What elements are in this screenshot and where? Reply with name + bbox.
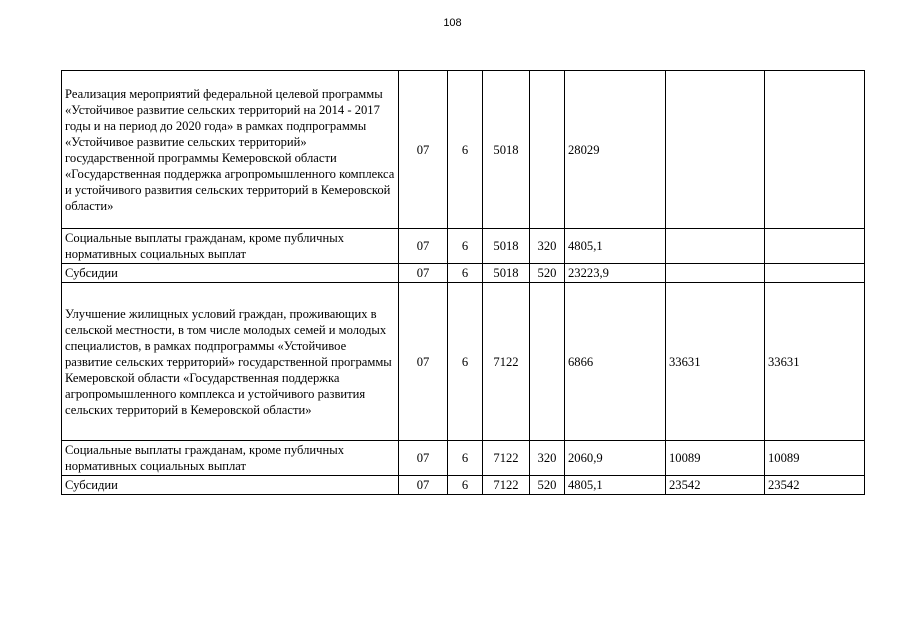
expense-type-code: 520	[530, 264, 565, 283]
target-article-code: 7122	[483, 441, 530, 476]
amount-year-2: 10089	[666, 441, 765, 476]
amount-year-2	[666, 71, 765, 229]
subsection-code: 6	[448, 476, 483, 495]
amount-year-2	[666, 264, 765, 283]
section-code: 07	[399, 476, 448, 495]
amount-year-1: 28029	[565, 71, 666, 229]
amount-year-3	[765, 264, 865, 283]
expense-type-code: 320	[530, 229, 565, 264]
row-description: Социальные выплаты гражданам, кроме публичных нормативных социальных выплат	[62, 441, 399, 476]
row-description: Субсидии	[62, 264, 399, 283]
target-article-code: 7122	[483, 476, 530, 495]
target-article-code: 5018	[483, 264, 530, 283]
amount-year-1: 23223,9	[565, 264, 666, 283]
amount-year-2: 33631	[666, 283, 765, 441]
expense-type-code: 320	[530, 441, 565, 476]
subsection-code: 6	[448, 283, 483, 441]
section-code: 07	[399, 283, 448, 441]
table-row	[62, 264, 865, 283]
amount-year-3: 33631	[765, 283, 865, 441]
subsection-code: 6	[448, 229, 483, 264]
amount-year-1: 4805,1	[565, 229, 666, 264]
expense-type-code	[530, 283, 565, 441]
table-row	[62, 476, 865, 495]
amount-year-1: 6866	[565, 283, 666, 441]
amount-year-3	[765, 229, 865, 264]
table-row	[62, 71, 865, 229]
amount-year-3: 10089	[765, 441, 865, 476]
subsection-code: 6	[448, 71, 483, 229]
row-description: Реализация мероприятий федеральной целевой программы «Устойчивое развитие сельских территорий на 2014 - 2017 годы и на период до 2020 года» в рамках подпрограммы «Устойчивое развитие сельских территорий» государственной программы Кемеровской области «Государственная поддержка агропромышленного комплекса и устойчивого развития сельских территорий в Кемеровской области»	[62, 71, 399, 229]
page-number: 108	[443, 17, 462, 29]
target-article-code: 5018	[483, 229, 530, 264]
subsection-code: 6	[448, 264, 483, 283]
amount-year-3	[765, 71, 865, 229]
row-description: Субсидии	[62, 476, 399, 495]
table-row	[62, 283, 865, 441]
expense-type-code	[530, 71, 565, 229]
table-row	[62, 441, 865, 476]
section-code: 07	[399, 441, 448, 476]
amount-year-1: 2060,9	[565, 441, 666, 476]
section-code: 07	[399, 229, 448, 264]
subsection-code: 6	[448, 441, 483, 476]
budget-table	[61, 70, 865, 495]
amount-year-2	[666, 229, 765, 264]
section-code: 07	[399, 264, 448, 283]
row-description: Улучшение жилищных условий граждан, проживающих в сельской местности, в том числе молодых семей и молодых специалистов, в рамках подпрограммы «Устойчивое развитие сельских территорий» государственной программы Кемеровской области «Государственная поддержка агропромышленного комплекса и устойчивого развития сельских территорий в Кемеровской области»	[62, 283, 399, 441]
amount-year-2: 23542	[666, 476, 765, 495]
amount-year-3: 23542	[765, 476, 865, 495]
target-article-code: 5018	[483, 71, 530, 229]
target-article-code: 7122	[483, 283, 530, 441]
section-code: 07	[399, 71, 448, 229]
amount-year-1: 4805,1	[565, 476, 666, 495]
table-row	[62, 229, 865, 264]
row-description: Социальные выплаты гражданам, кроме публичных нормативных социальных выплат	[62, 229, 399, 264]
expense-type-code: 520	[530, 476, 565, 495]
